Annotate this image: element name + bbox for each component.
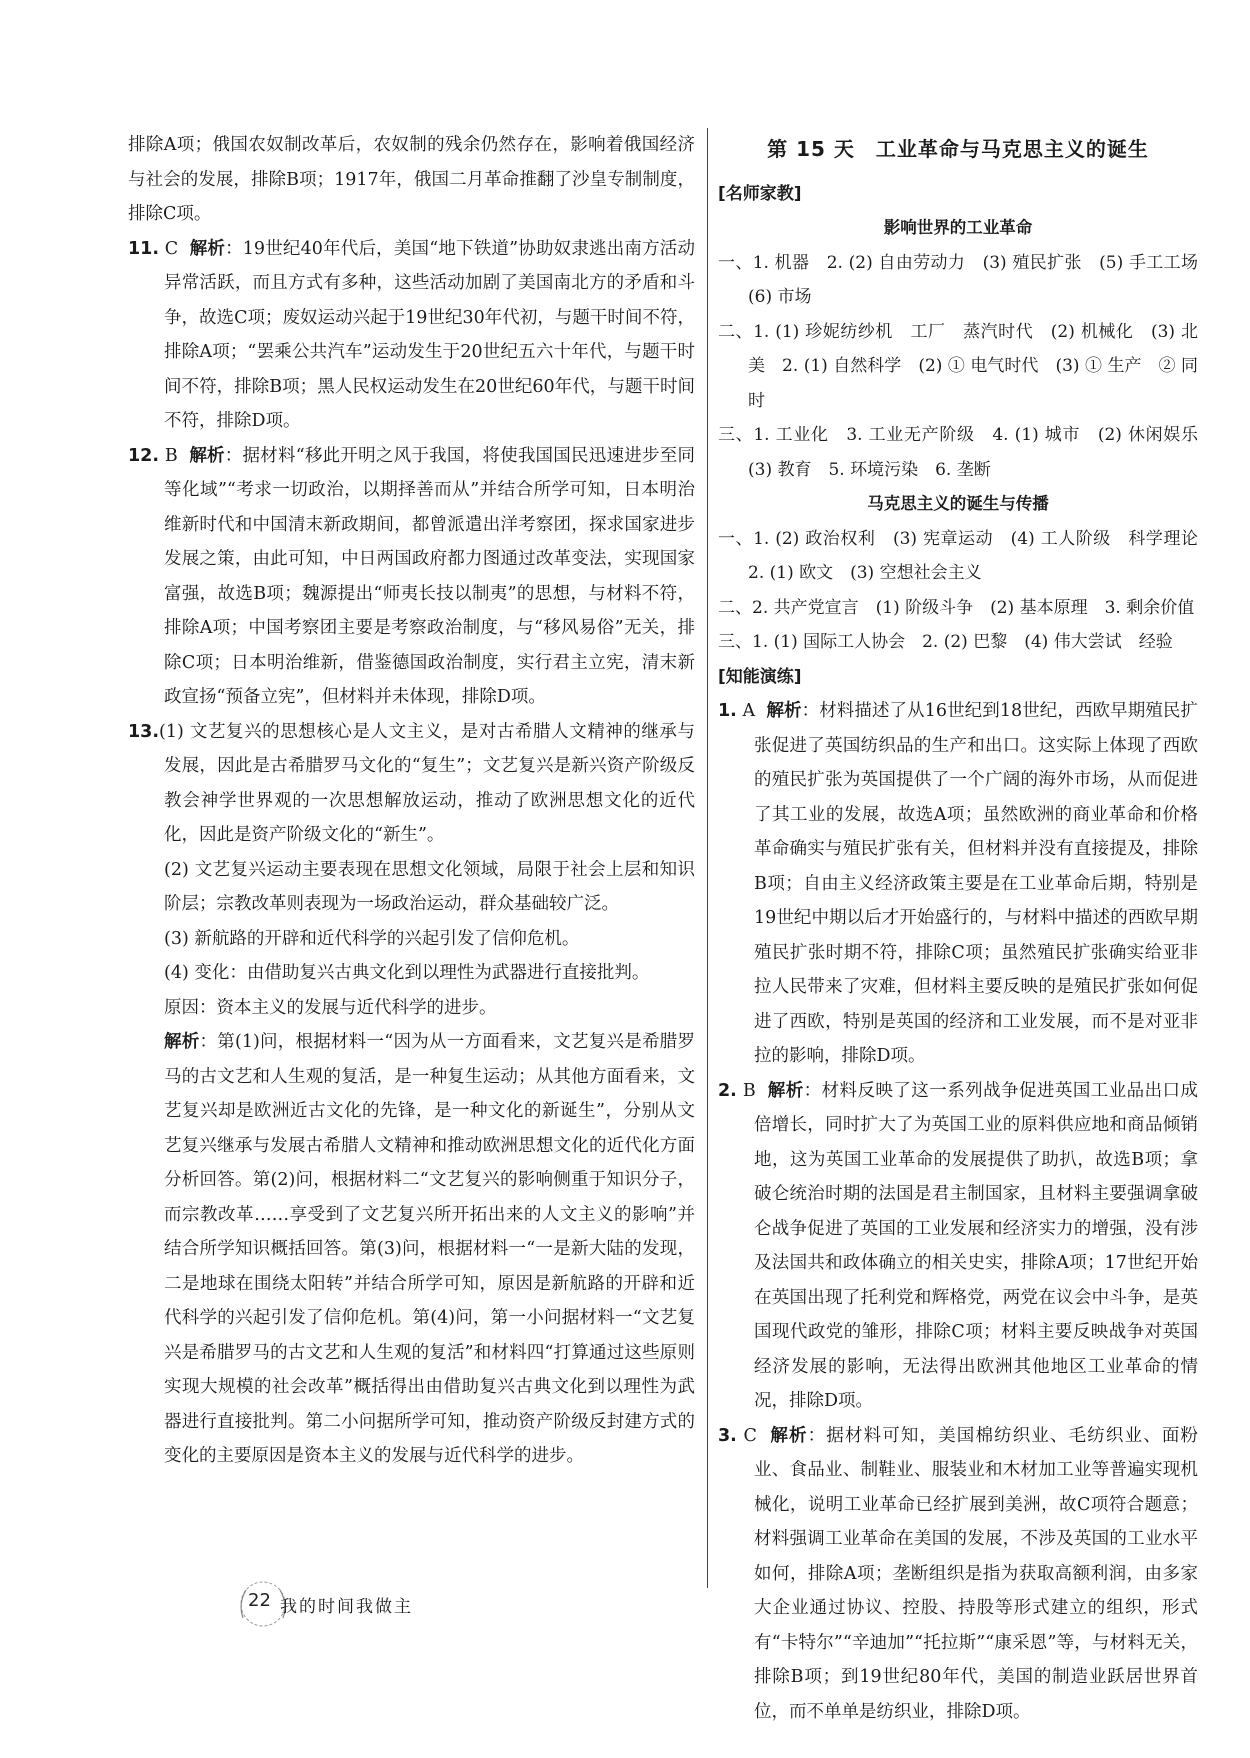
analysis-label: 解析 bbox=[770, 1425, 808, 1446]
subsection-title-industrial: 影响世界的工业革命 bbox=[883, 218, 1033, 237]
analysis-text: ：19世纪40年代后，美国“地下铁道”协助奴隶逃出南方活动异常活跃，而且方式有多种，这些活动加剧了美国南北方的矛盾和斗争，故选C项；废奴运动兴起于19世纪30年代初，与题干时间不符，排除A项；“罢乘公共汽车”运动发生于20世纪五六十年代，与题干时间不符，排除B项；黑人民权运动发生在20世纪60年代，与题干时间不符，排除D项。 bbox=[164, 238, 695, 431]
analysis-text: ：材料反映了这一系列战争促进英国工业品出口成倍增长，同时扩大了为英国工业的原料供应地和商品倾销地，这为英国工业革命的发展提供了助扒，故选B项；拿破仑统治时期的法国是君主制国家，且材料主要强调拿破仑战争促进了英国的工业发展和经济实力的增强，没有涉及法国共和政体确立的相关史实，排除A项；17世纪开始在英国出现了托利党和辉格党，两党在议会中斗争，是英国现代政党的雏形，排除C项；材料主要反映战争对英国经济发展的影响，无法得出欧洲其他地区工业革命的情况，排除D项。 bbox=[754, 1080, 1198, 1411]
left-column bbox=[128, 128, 695, 1474]
answer-item-11 bbox=[128, 232, 695, 439]
item-number: 3. bbox=[718, 1425, 737, 1446]
section-tag-practice: [知能演练] bbox=[718, 666, 802, 687]
item-number: 13. bbox=[128, 721, 160, 742]
item-answer: C bbox=[743, 1425, 757, 1446]
item-number: 1. bbox=[718, 701, 737, 721]
analysis-label: 解析 bbox=[189, 238, 226, 259]
practice-item-1 bbox=[718, 694, 1198, 1074]
section-tag-teach: [名师家教] bbox=[718, 183, 802, 204]
day-title: 第 15 天 工业革命与马克思主义的诞生 bbox=[767, 137, 1149, 161]
item-answer: B bbox=[742, 1080, 756, 1101]
fill-answer: 一、1. (2) 政治权利 (3) 宪章运动 (4) 工人阶级 科学理论 2. (1) 欧文 (3) 空想社会主义 bbox=[718, 528, 1215, 583]
sub-answer-reason: 原因：资本主义的发展与近代科学的进步。 bbox=[164, 997, 497, 1018]
page-number: 22 bbox=[248, 1590, 271, 1611]
analysis-label: 解析 bbox=[164, 1032, 200, 1052]
analysis-text: ：据材料“移此开明之风于我国，将使我国国民迅速进步至同等化域”“考求一切政治，以期择善而从”并结合所学可知，日本明治维新时代和中国清末新政期间，都曾派遣出洋考察团，探求国家进步发展之策，由此可知，中日两国政府都力图通过改革变法，实现国家富强，故选B项；魏源提出“师夷长技以制夷”的思想，与材料不符，排除A项；中国考察团主要是考察政治制度，与“移风易俗”无关，排除C项；日本明治维新，借鉴德国政治制度，实行君主立宪，清末新政宣扬“预备立宪”，但材料并未体现，排除D项。 bbox=[164, 445, 695, 707]
item-number: 12. bbox=[128, 445, 160, 466]
right-column bbox=[718, 128, 1215, 1729]
practice-item-3 bbox=[718, 1419, 1198, 1730]
answer-continuation: 排除A项；俄国农奴制改革后，农奴制的残余仍然存在，影响着俄国经济与社会的发展，排除B项；1917年，俄国二月革命推翻了沙皇专制制度，排除C项。 bbox=[128, 135, 695, 224]
fill-answer: 三、1. 工业化 3. 工业无产阶级 4. (1) 城市 (2) 休闲娱乐 (3) 教育 5. 环境污染 6. 垄断 bbox=[718, 425, 1215, 480]
analysis-text: ：第(1)问，根据材料一“因为从一方面看来，文艺复兴是希腊罗马的古文艺和人生观的复活，是一种复生运动；从其他方面看来，文艺复兴却是欧洲近古文化的先锋，是一种文化的新诞生”，分别从文艺复兴继承与发展古希腊人文精神和推动欧洲思想文化的近代化方面分析回答。第(2)问，根据材料二“文艺复兴的影响侧重于知识分子，而宗教改革……享受到了文艺复兴所开拓出来的人文主义的影响”并结合所学知识概括回答。第(3)问，根据材料一“一是新大陆的发现，二是地球在围绕太阳转”并结合所学可知，原因是新航路的开辟和近代科学的兴起引发了信仰危机。第(4)问，第一小问据材料一“文艺复兴是希腊罗马的古文艺和人生观的复活”和材料四“打算通过这些原则实现大规模的社会改革”概括得出由借助复兴古典文化到以理性为武器进行直接批判。第二小问据所学可知，推动资产阶级反封建方式的变化的主要原因是资本主义的发展与近代科学的进步。 bbox=[164, 1032, 696, 1466]
fill-answer: 一、1. 机器 2. (2) 自由劳动力 (3) 殖民扩张 (5) 手工工场 (6) 市场 bbox=[718, 252, 1215, 307]
analysis-text: ：材料描述了从16世纪到18世纪，西欧早期殖民扩张促进了英国纺织品的生产和出口。这实际上体现了西欧的殖民扩张为英国提供了一个广阔的海外市场，从而促进了其工业的发展，故选A项；虽然欧洲的商业革命和价格革命确实与殖民扩张有关，但材料并没有直接提及，排除B项；自由主义经济政策主要是在工业革命后期，特别是19世纪中期以后才开始盛行的，与材料中描述的西欧早期殖民扩张时期不符，排除C项；虽然殖民扩张确实给亚非拉人民带来了灾难，但材料主要反映的是殖民扩张如何促进了西欧，特别是英国的经济和工业发展，而不是对亚非拉的影响，排除D项。 bbox=[754, 701, 1198, 1066]
column-divider bbox=[707, 128, 708, 1588]
sub-answer-4: (4) 变化：由借助复兴古典文化到以理性为武器进行直接批判。 bbox=[164, 963, 650, 983]
footer-slogan: 我的时间我做主 bbox=[280, 1597, 413, 1617]
analysis-text: ：据材料可知，美国棉纺织业、毛纺织业、面粉业、食品业、制鞋业、服装业和木材加工业等普遍实现机械化，说明工业革命已经扩展到美洲，故C项符合题意；材料强调工业革命在美国的发展，不涉及英国的工业水平如何，排除A项；垄断组织是指为获取高额利润，由多家大企业通过协议、控股、持股等形式建立的组织，形式有“卡特尔”“辛迪加”“托拉斯”“康采恩”等，与材料无关，排除B项；到19世纪80年代，美国的制造业跃居世界首位，而不单单是纺织业，排除D项。 bbox=[754, 1425, 1199, 1722]
analysis-label: 解析 bbox=[189, 445, 225, 466]
fill-answer: 三、1. (1) 国际工人协会 2. (2) 巴黎 (4) 伟大尝试 经验 bbox=[718, 632, 1173, 652]
practice-item-2 bbox=[718, 1074, 1198, 1419]
analysis-label: 解析 bbox=[767, 1080, 804, 1101]
subsection-title-marxism: 马克思主义的诞生与传播 bbox=[867, 494, 1049, 513]
analysis-label: 解析 bbox=[766, 701, 802, 721]
item-number: 11. bbox=[128, 238, 160, 259]
fill-answer: 二、2. 共产党宣言 (1) 阶级斗争 (2) 基本原理 3. 剩余价值 bbox=[718, 597, 1195, 618]
item-answer: C bbox=[164, 238, 179, 259]
analysis-13 bbox=[128, 1025, 695, 1474]
answer-item-12 bbox=[128, 439, 695, 715]
item-answer: B bbox=[164, 445, 178, 466]
answer-item-13 bbox=[128, 715, 695, 853]
fill-answer: 二、1. (1) 珍妮纺纱机 工厂 蒸汽时代 (2) 机械化 (3) 北美 2. (1) 自然科学 (2) ① 电气时代 (3) ① 生产 ② 同时 bbox=[718, 321, 1198, 411]
item-answer: A bbox=[742, 701, 756, 721]
sub-answer-2: (2) 文艺复兴运动主要表现在思想文化领域，局限于社会上层和知识阶层；宗教改革则表现为一场政治运动，群众基础较广泛。 bbox=[164, 859, 695, 914]
sub-answer-1: (1) 文艺复兴的思想核心是人文主义，是对古希腊人文精神的继承与发展，因此是古希腊罗马文化的“复生”；文艺复兴是新兴资产阶级反教会神学世界观的一次思想解放运动，推动了欧洲思想文化的近代化，因此是资产阶级文化的“新生”。 bbox=[159, 721, 695, 845]
sub-answer-3: (3) 新航路的开辟和近代科学的兴起引发了信仰危机。 bbox=[164, 928, 580, 949]
item-number: 2. bbox=[718, 1080, 737, 1101]
